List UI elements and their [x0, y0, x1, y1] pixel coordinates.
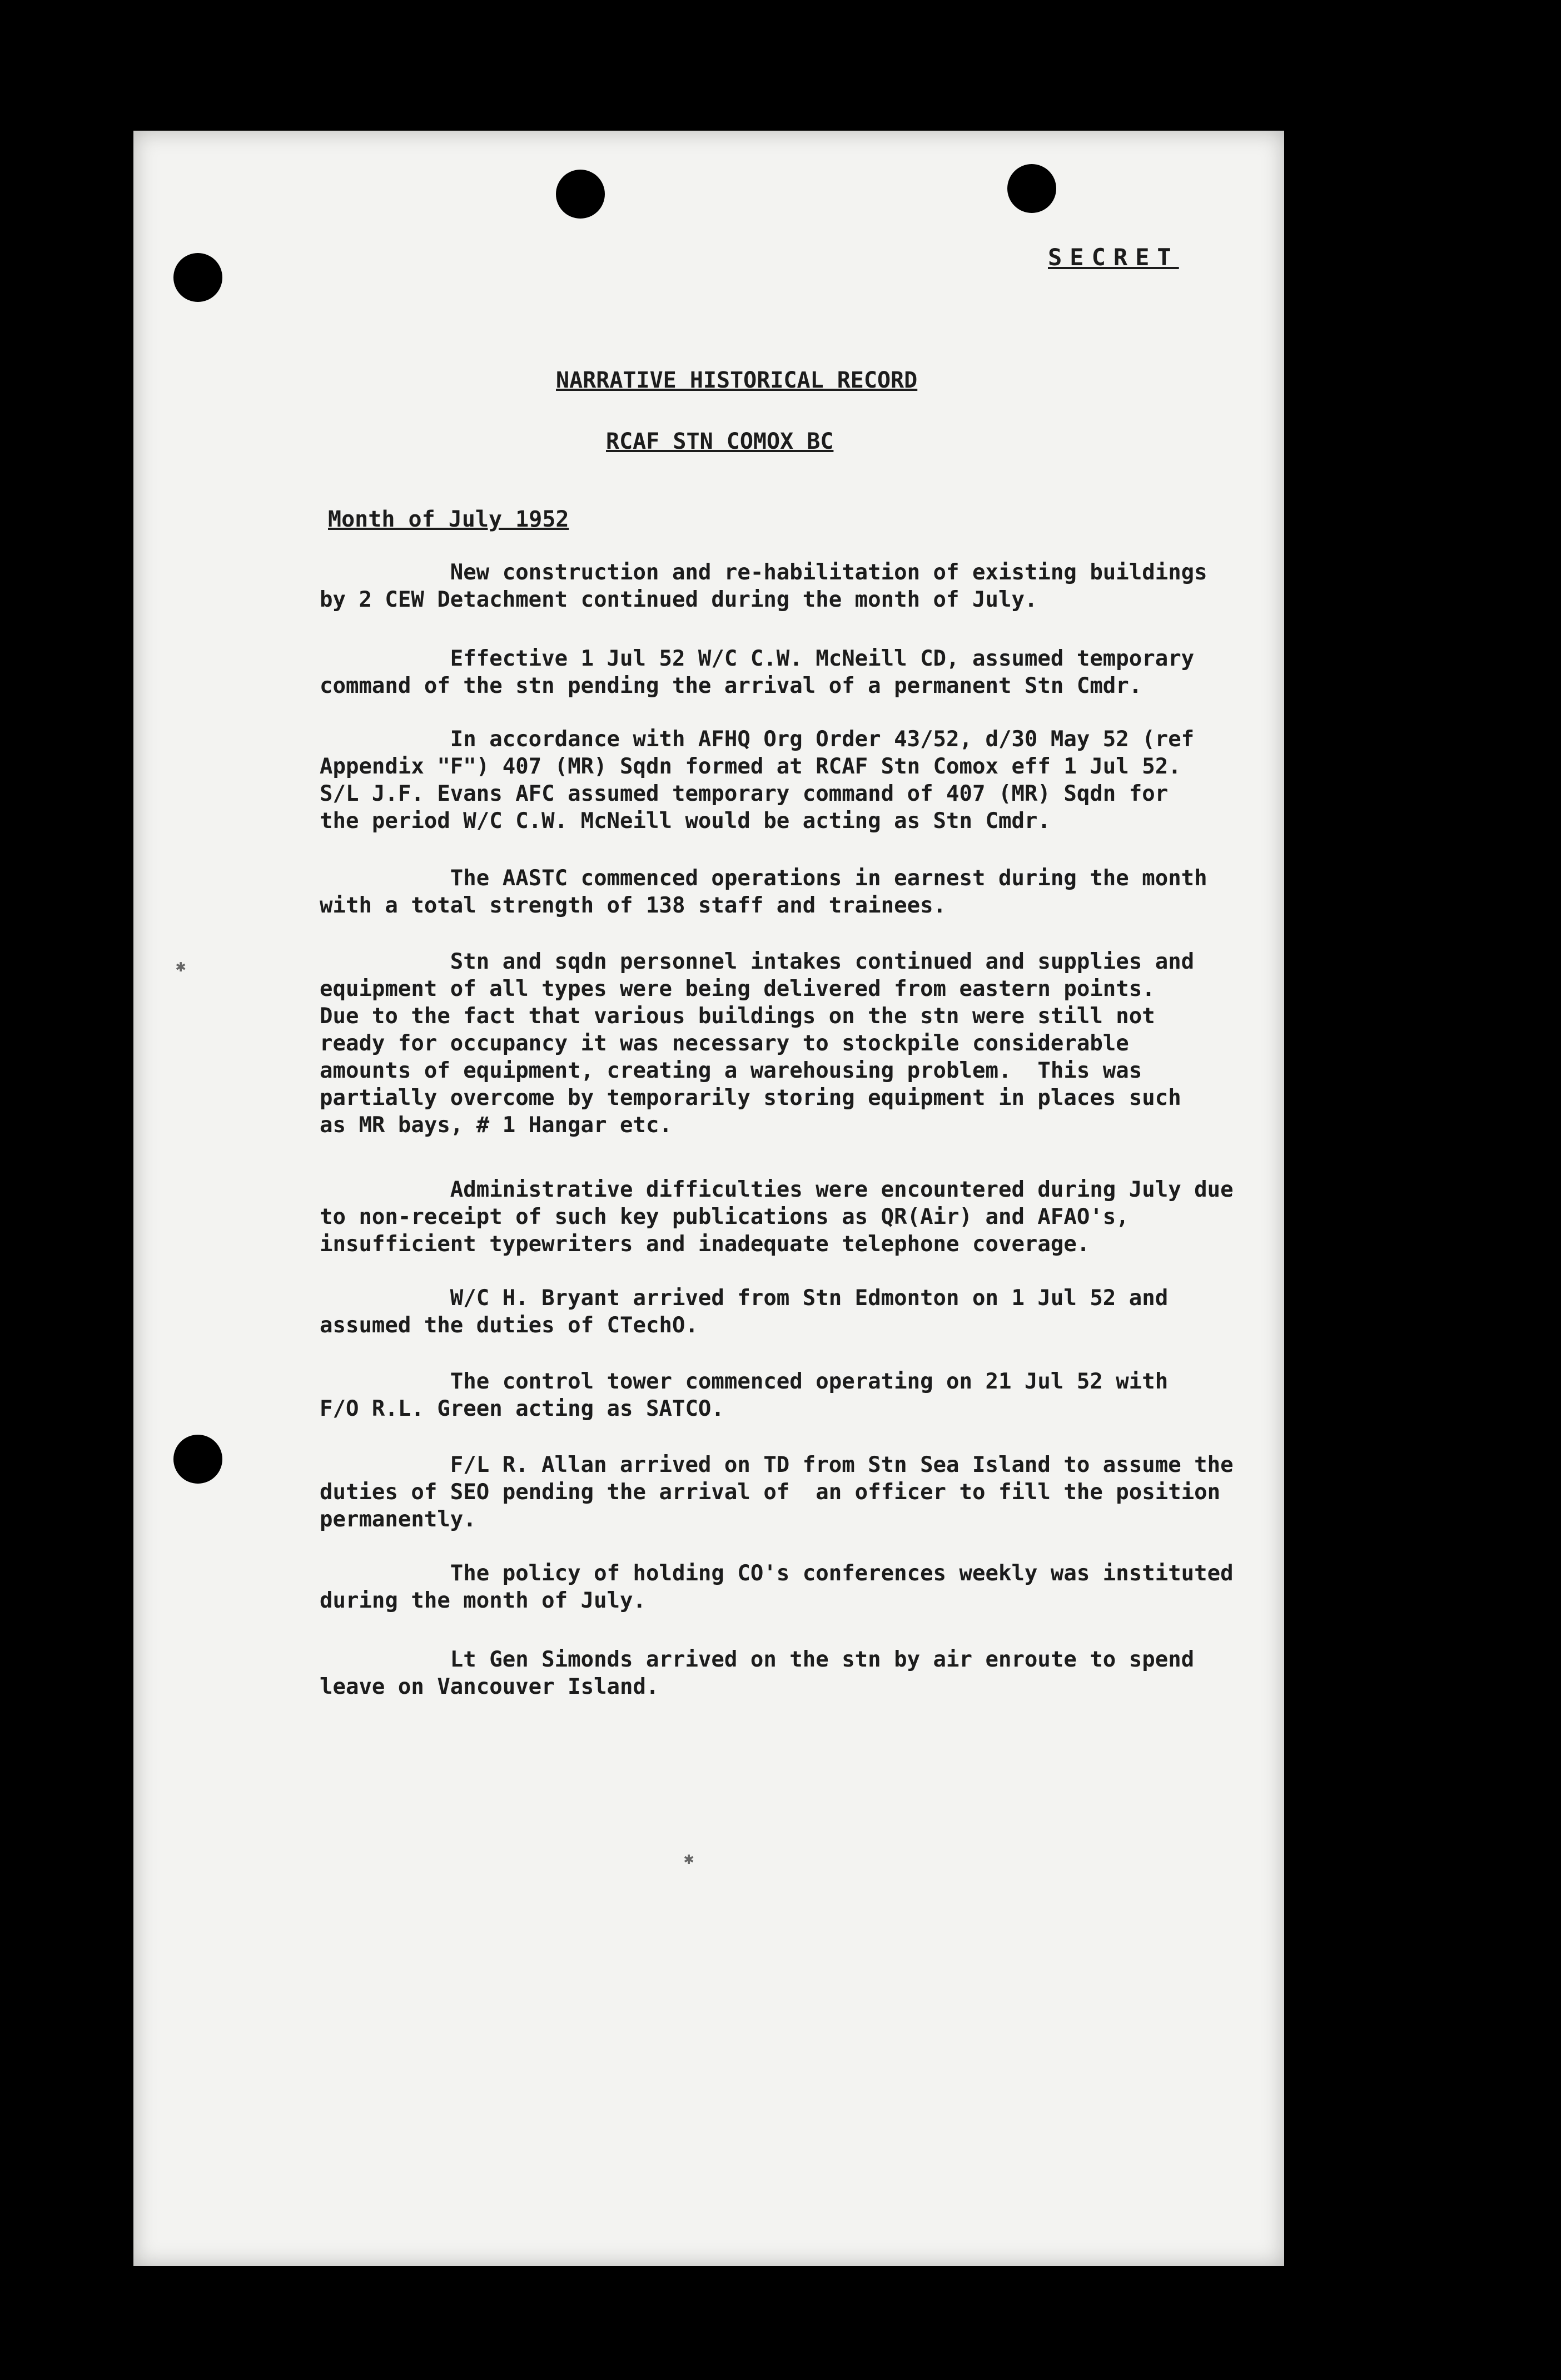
- classification-marking: SECRET: [1048, 244, 1179, 271]
- smudge-mark: ✱: [684, 1849, 694, 1868]
- month-heading: Month of July 1952: [328, 507, 569, 532]
- paragraph-3: In accordance with AFHQ Org Order 43/52, d/30 May 52 (ref Appendix "F") 407 (MR) Sqdn formed at RCAF Stn Comox eff 1 Jul 52. S/L J.F. Evans AFC assumed temporary command of 407 (MR) Sqdn for the period W/C C.W. McNeill would be acting as Stn Cmdr.: [320, 727, 1195, 834]
- station-subtitle: RCAF STN COMOX BC: [606, 429, 834, 454]
- punch-hole: [556, 170, 605, 219]
- paragraph-10: The policy of holding CO's conferences weekly was instituted during the month of July.: [320, 1561, 1234, 1613]
- paragraph-6: Administrative difficulties were encountered during July due to non-receipt of such key publications as QR(Air) and AFAO's, insufficient typewriters and inadequate telephone coverage.: [320, 1177, 1234, 1257]
- paragraph-7: W/C H. Bryant arrived from Stn Edmonton on 1 Jul 52 and assumed the duties of CTechO.: [320, 1286, 1169, 1338]
- paragraph-8: The control tower commenced operating on 21 Jul 52 with F/O R.L. Green acting as SATCO.: [320, 1369, 1169, 1421]
- paragraph-1: New construction and re-habilitation of existing buildings by 2 CEW Detachment continued during the month of July.: [320, 560, 1207, 612]
- punch-hole: [173, 253, 222, 302]
- punch-hole: [1007, 164, 1056, 213]
- document-title: NARRATIVE HISTORICAL RECORD: [556, 368, 918, 393]
- paragraph-2: Effective 1 Jul 52 W/C C.W. McNeill CD, assumed temporary command of the stn pending the arrival of a permanent Stn Cmdr.: [320, 646, 1195, 698]
- punch-hole: [173, 1435, 222, 1484]
- paragraph-9: F/L R. Allan arrived on TD from Stn Sea Island to assume the duties of SEO pending the arrival of an officer to fill the position permanently.: [320, 1452, 1234, 1532]
- smudge-mark: ✱: [176, 956, 186, 976]
- paragraph-5: Stn and sqdn personnel intakes continued and supplies and equipment of all types were being delivered from eastern points. Due to the fact that various buildings on the stn were still not ready for occupancy it was necessary to stockpile considerable amounts of equipment, creating a warehousing problem. This was partially overcome by temporarily storing equipment in places such as MR bays, # 1 Hangar etc.: [320, 949, 1195, 1138]
- paragraph-4: The AASTC commenced operations in earnest during the month with a total strength of 138 staff and trainees.: [320, 866, 1207, 918]
- paragraph-11: Lt Gen Simonds arrived on the stn by air enroute to spend leave on Vancouver Island.: [320, 1647, 1195, 1699]
